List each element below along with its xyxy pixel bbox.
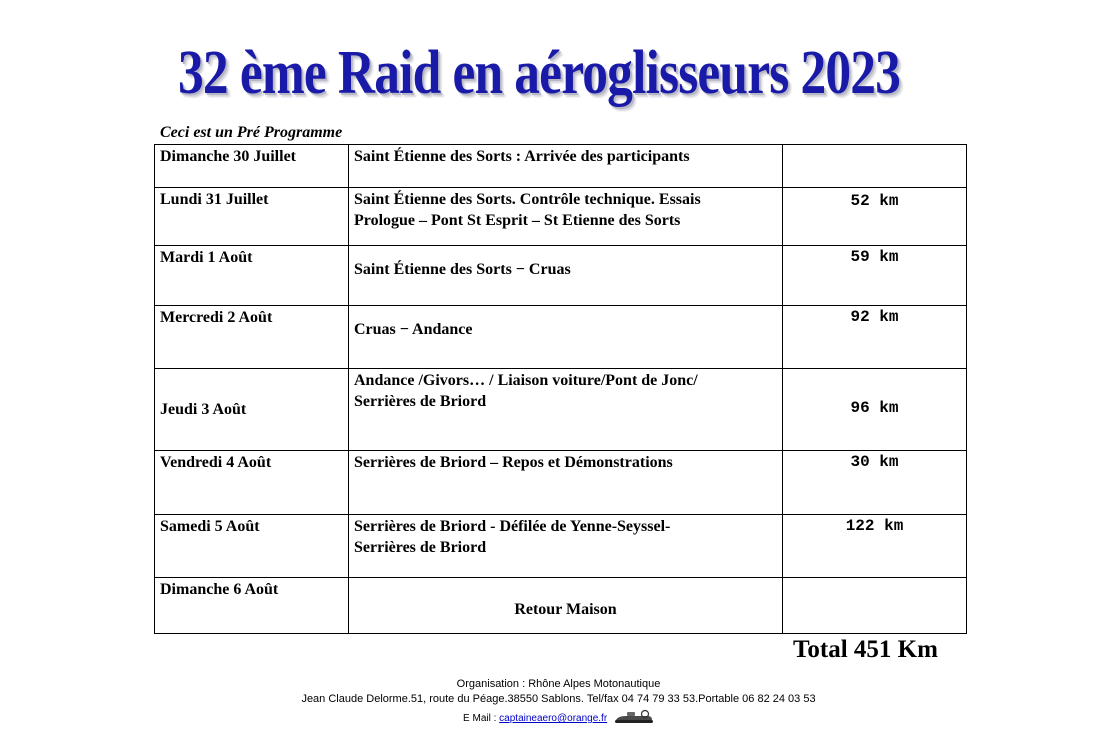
distance-value: 59 km <box>850 248 899 266</box>
subtitle: Ceci est un Pré Programme <box>160 124 343 141</box>
table-row <box>155 145 967 188</box>
description-cell <box>349 188 783 246</box>
description-cell <box>349 145 783 188</box>
email-link[interactable]: captaineaero@orange.fr <box>499 713 608 725</box>
distance-cell <box>783 451 967 515</box>
description-line: Serrières de Briord <box>354 393 487 410</box>
description-line: Saint Étienne des Sorts : Arrivée des participants <box>354 148 690 165</box>
day-cell: Mercredi 2 Août <box>155 306 349 369</box>
distance-value: 52 km <box>850 192 899 210</box>
table-row <box>155 369 967 451</box>
page-title: 32 ème Raid en aéroglisseurs 2023 <box>178 39 901 107</box>
email-line <box>0 709 1117 728</box>
description-line: Prologue – Pont St Esprit – St Etienne des Sorts <box>354 212 681 229</box>
email-label: E Mail : <box>463 713 497 725</box>
distance-cell <box>783 188 967 246</box>
day-cell: Vendredi 4 Août <box>155 451 349 515</box>
day-cell: Dimanche 6 Août <box>155 578 349 634</box>
organisation-line: Organisation : Rhône Alpes Motonautique <box>456 678 661 690</box>
day-cell: Samedi 5 Août <box>155 515 349 578</box>
description-cell <box>349 306 783 369</box>
description-cell <box>349 369 783 451</box>
description-line: Retour Maison <box>514 601 617 618</box>
distance-value: 96 km <box>850 399 899 417</box>
hovercraft-icon <box>614 709 654 728</box>
distance-cell <box>783 578 967 634</box>
day-cell: Mardi 1 Août <box>155 246 349 306</box>
total-distance: Total 451 Km <box>793 636 938 663</box>
distance-value: 30 km <box>850 453 899 471</box>
description-line: Saint Étienne des Sorts. Contrôle technique. Essais <box>354 191 701 208</box>
table-row <box>155 246 967 306</box>
description-cell <box>349 246 783 306</box>
distance-cell <box>783 246 967 306</box>
program-table <box>154 144 967 634</box>
description-line: Serrières de Briord - Défilée de Yenne-Seyssel- <box>354 518 671 535</box>
description-line: Serrières de Briord <box>354 539 487 556</box>
description-line: Cruas − Andance <box>354 321 473 338</box>
distance-cell <box>783 145 967 188</box>
description-cell <box>349 578 783 634</box>
table-row <box>155 515 967 578</box>
distance-cell <box>783 306 967 369</box>
table-row <box>155 451 967 515</box>
description-cell <box>349 451 783 515</box>
table-row <box>155 188 967 246</box>
distance-cell <box>783 369 967 451</box>
description-line: Andance /Givors… / Liaison voiture/Pont de Jonc/ <box>354 372 698 389</box>
address-line: Jean Claude Delorme.51, route du Péage.38550 Sablons. Tel/fax 04 74 79 33 53.Portable 06 82 24 03 53 <box>301 693 816 705</box>
table-row <box>155 578 967 634</box>
description-line: Serrières de Briord – Repos et Démonstrations <box>354 454 673 471</box>
distance-value: 122 km <box>845 517 904 535</box>
description-line: Saint Étienne des Sorts − Cruas <box>354 261 571 278</box>
description-cell <box>349 515 783 578</box>
day-cell: Jeudi 3 Août <box>155 369 349 451</box>
distance-cell <box>783 515 967 578</box>
day-cell: Dimanche 30 Juillet <box>155 145 349 188</box>
day-cell: Lundi 31 Juillet <box>155 188 349 246</box>
distance-value: 92 km <box>850 308 899 326</box>
table-row <box>155 306 967 369</box>
